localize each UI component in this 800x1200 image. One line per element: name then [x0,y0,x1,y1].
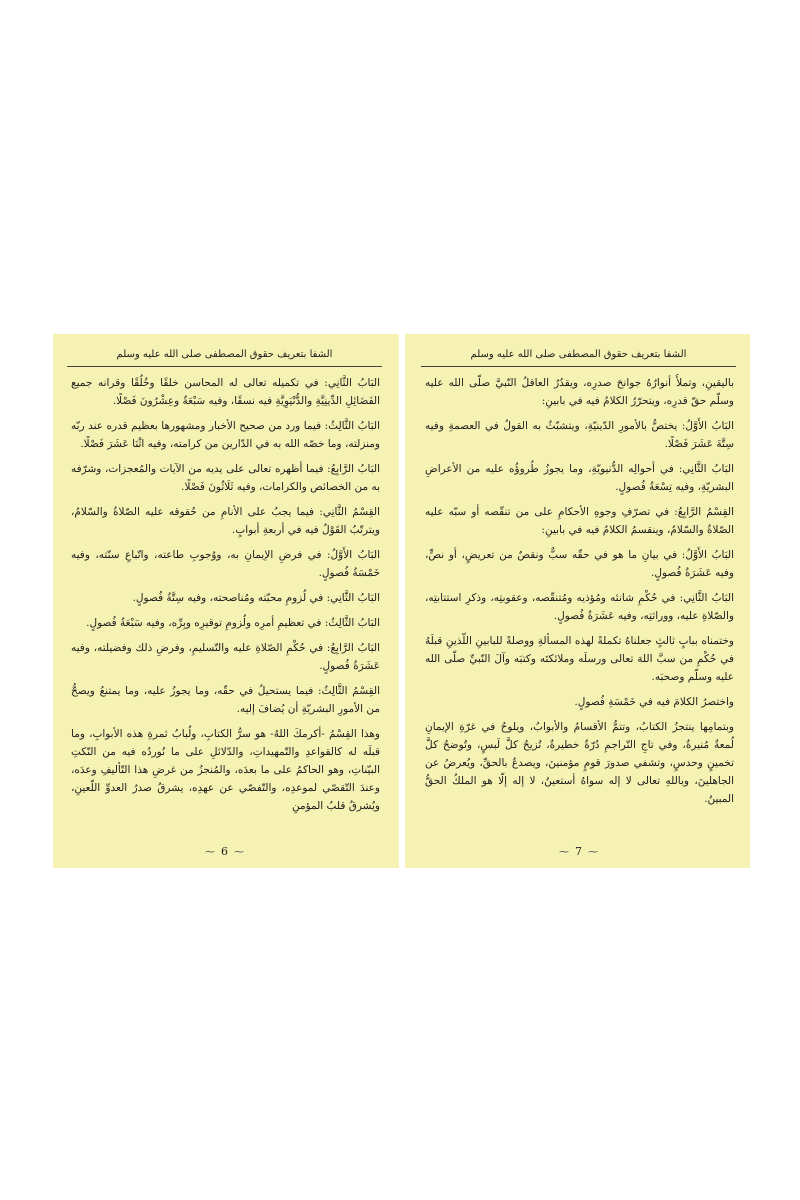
paragraph: واختصرُ الكلامَ فيه في خَمْسَةِ فُصولٍ. [574,696,734,708]
paragraph: وختمناه ببابٍ ثالثٍ جعلناهُ تكملةً لهذه المسألةِ ووصلةً للبابينِ اللّذينِ قبلَهُ في حُكْمِ من سبَّ اللهَ تعالى ورسلَه وملائكتَه وكتبَه وآلَ النّبيِّ صلّى الله عليه وسلّم وصحبَه. [425,635,734,683]
header-rule [67,366,382,367]
right-page [407,334,750,868]
section-heading-paragraph: القِسْمُ الثَّانِي: فيما يجبُ على الأنامِ من حُقوقه عليه الصّلاةُ والسّلامُ، ويترتّبُ القَوْلُ فيه في أربعةِ أبوابٍ. [71,506,380,536]
running-head: الشفا بتعريف حقوق المصطفى صلى الله عليه وسلم [116,349,333,360]
paragraph: البَابُ الأَوَّلُ: يختصُّ بالأمورِ الدّينيّةِ، ويتشبّثُ به القولُ في العصمةِ وفيه سِتَّةَ عَشَرَ فَصْلًا. [425,420,734,450]
left-page [53,334,396,868]
page-body [71,374,380,834]
paragraph: البَابُ الرَّابِعُ: فيما أظهره تعالى على يديه من الآيات والمُعجزات، وشرّفه به من الخصائص والكرامات، وفيه ثَلَاثُونَ فَصْلًا. [71,463,380,493]
paragraph: البَابُ الثَّالِثُ: فيما ورد من صحيح الأخبار ومشهورها بعظيم قدره عند ربّه ومنزلته، وما خصّه الله به في الدّارين من كرامته، وفيه اثْنَا عَشَرَ فَصْلًا. [71,420,380,450]
section-heading-paragraph: القِسْمُ الثَّالِثُ: فيما يستحيلُ في حقّه، وما يجوزُ عليه، وما يمتنعُ ويصحُّ من الأمورِ البشريّةِ أن يُضافَ إليه. [71,685,380,715]
page-body [425,374,734,834]
paragraph: البَابُ الثَّانِي: في لُزومِ محبّته ومُناصحته، وفيه سِتَّةُ فُصولٍ. [132,592,380,604]
section-heading-paragraph: القِسْمُ الرَّابِعُ: في تصرّفِ وجوهِ الأحكامِ على من تنقّصه أو سبّه عليه الصّلاةُ والسّلامُ، وينقسمُ الكلامُ فيه في بابينِ: [425,506,734,536]
ornament-icon: ⁓ [559,847,569,858]
paragraph: البَابُ الأَوَّلُ: في فرضِ الإيمانِ به، ووُجوبِ طاعته، واتّباعِ سنّته، وفيه خَمْسَةُ فُصولٍ. [71,549,380,579]
paragraph: البَابُ الثَّانِي: في حُكْمِ شانئه ومُؤذيه ومُتنقّصه، وعقوبتِه، وذكرِ استتابتِه، والصّلاةِ عليه، ووراثتِه، وفيه عَشَرَةُ فُصولٍ. [425,592,734,622]
paragraph: باليقينِ، وتملأُ أنوارُهُ جوانحَ صدرِه، ويقدُرُ العاقلُ النّبيَّ صلّى الله عليه وسلّم حقّ قدرِه، ويتحرّرُ الكلامُ فيه في بابينِ: [425,377,734,407]
paragraph: البَابُ الأَوَّلُ: في بيانِ ما هو في حقّه سبٌّ ونقصٌ من تعريضٍ، أو نصٍّ، وفيه عَشَرَةُ فُصولٍ. [425,549,734,579]
paragraph: البَابُ الثَّانِي: في تكميله تعالى له المحاسن خلقًا وخُلُقًا وقرانه جميع الفَضَائِلِ الدِّينِيَّةِ والدُّنْيَوِيَّةِ فيه نسقًا، وفيه سَبْعَةٌ وعِشْرُونَ فَصْلًا. [71,377,380,407]
book-spread [53,334,750,868]
paragraph: وبتمامِها ينتجزُ الكتابُ، وتتمُّ الأقسامُ والأبوابُ، ويلوحُ في غرّةِ الإيمانِ لُمعةٌ مُنيرةٌ، وفي تاجِ التّراجمِ دُرّةٌ خطيرةٌ، تُزيحُ كلَّ لَبسٍ، وتُوضحُ كلَّ تخمينٍ وحدسٍ، وتشفي صدورَ قومٍ مؤمنينَ، ويصدعُ بالحقِّ، ويُعرضُ عن الجاهلينَ، وباللهِ تعالى لا إله سواهُ أستعينُ، لا إله إلّا هو الملكُ الحقُّ المبينُ. [425,721,734,805]
page-number [53,845,396,860]
ornament-icon: ⁓ [205,847,215,858]
page-gutter [399,334,405,868]
header-rule [421,366,736,367]
paragraph: البَابُ الرَّابِعُ: في حُكْمِ الصّلاةِ عليه والتّسليمِ، وفرضِ ذلك وفضيلته، وفيه عَشَرَةُ فُصولٍ. [71,642,380,672]
paragraph: وهذا القِسْمُ -أكرمكَ اللهُ- هو سرُّ الكتابِ، ولُبابُ ثمرةِ هذه الأبوابِ، وما قبلَه له كالقواعدِ والتّمهيداتِ، والدّلائلِ على ما نُوردُه فيه من النّكتِ البيّناتِ، وهو الحاكمُ على ما بعدَه، والمُنجزُ من غرضِ هذا التّأليفِ وعدَه، وعندَ التّقصّي لموعدِه، والتّفصّي عن عهدِه، يشرقُ صدرُ العدوِّ اللّعينِ، ويُشرقُ قلبُ المؤمنِ [71,728,380,812]
page-number [407,845,750,860]
paragraph: البَابُ الثَّانِي: في أحوالِه الدُّنيويّةِ، وما يجوزُ طُروؤُه عليه من الأعراضِ البشريّةِ، وفيه تِسْعَةُ فُصولٍ. [425,463,734,493]
ornament-icon: ⁓ [234,847,244,858]
paragraph: البَابُ الثَّالِثُ: في تعظيمِ أمرِه ولُزومِ توقيرِه وبِرِّه، وفيه سَبْعَةُ فُصولٍ. [86,617,380,629]
running-head: الشفا بتعريف حقوق المصطفى صلى الله عليه وسلم [470,349,687,360]
ornament-icon: ⁓ [588,847,598,858]
page-number-value: 6 [221,845,228,858]
page-number-value: 7 [575,845,582,858]
